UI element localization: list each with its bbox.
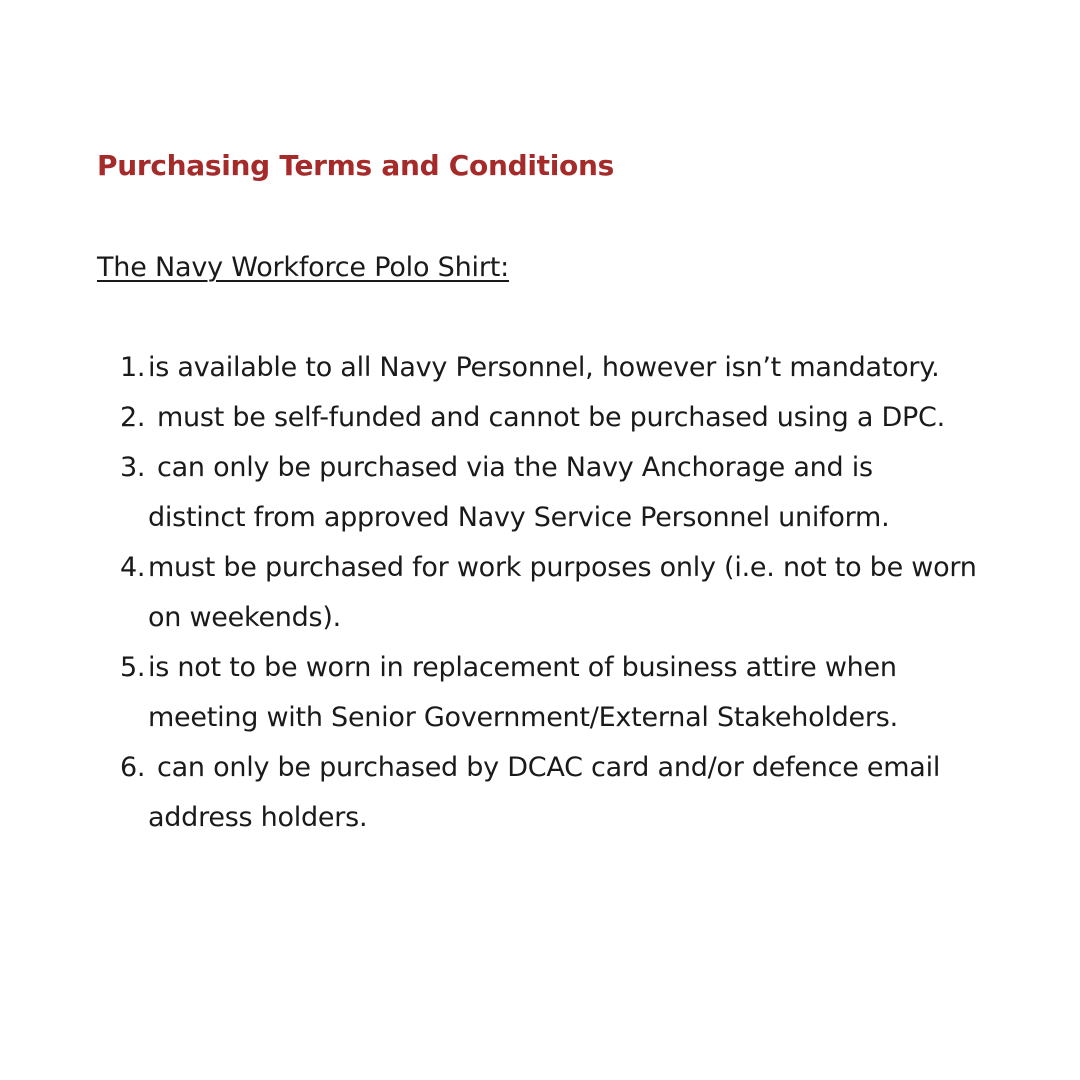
term-text: must be self-funded and cannot be purchased using a DPC.	[157, 402, 945, 433]
term-number: 6.	[120, 752, 146, 783]
term-number: 1.	[120, 352, 146, 383]
term-text: can only be purchased by DCAC card and/or defence email address holders.	[148, 752, 941, 833]
term-text: is not to be worn in replacement of business attire when meeting with Senior Government/External Stakeholders.	[148, 652, 898, 733]
term-item-6	[0, 743, 1080, 843]
term-number: 3.	[120, 452, 146, 483]
term-item-1	[0, 343, 1080, 393]
term-text: is available to all Navy Personnel, however isn’t mandatory.	[148, 352, 940, 383]
term-item-3	[0, 443, 1080, 543]
section-subtitle: The Navy Workforce Polo Shirt:	[97, 252, 509, 283]
term-number: 4.	[120, 552, 146, 583]
term-text: can only be purchased via the Navy Anchorage and is distinct from approved Navy Service Personnel uniform.	[148, 452, 890, 533]
term-number: 5.	[120, 652, 146, 683]
page-title: Purchasing Terms and Conditions	[97, 149, 614, 182]
term-number: 2.	[120, 402, 146, 433]
term-item-2	[0, 393, 1080, 443]
term-text: must be purchased for work purposes only (i.e. not to be worn on weekends).	[148, 552, 977, 633]
terms-list	[0, 343, 1080, 843]
term-item-5	[0, 643, 1080, 743]
term-item-4	[0, 543, 1080, 643]
